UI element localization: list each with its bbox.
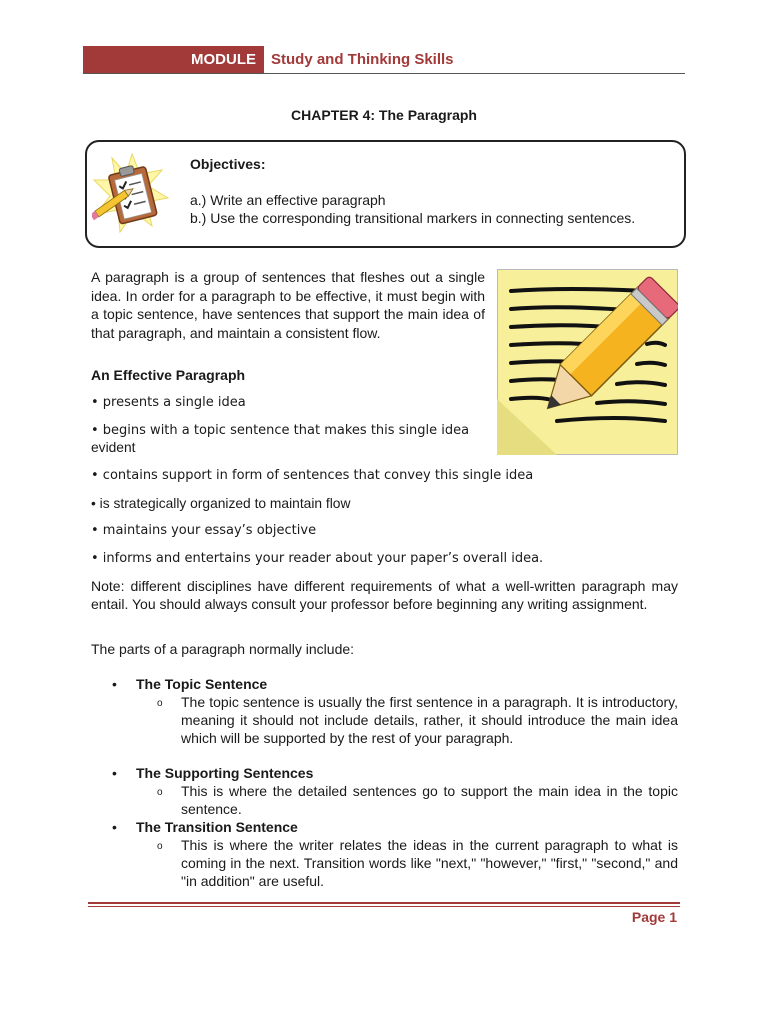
part-title: The Topic Sentence: [136, 676, 268, 692]
intro-paragraph: A paragraph is a group of sentences that fleshes out a single idea. In order for a paragraph to be effective, it must begin with a topic sentence, have sentences that support the main idea of that paragraph, and maintain a consistent flow.: [91, 269, 485, 342]
part-title: The Supporting Sentences: [136, 765, 314, 781]
objective-item: a.) Write an effective paragraph: [190, 192, 386, 208]
section-heading: An Effective Paragraph: [91, 367, 246, 383]
list-bullet: •: [112, 765, 117, 781]
chapter-title: CHAPTER 4: The Paragraph: [291, 107, 477, 123]
clipboard-checklist-icon: [92, 152, 172, 238]
bullet-item: • begins with a topic sentence that makes this single idea: [91, 423, 470, 438]
header-course-title: Study and Thinking Skills: [271, 51, 454, 68]
part-title: The Transition Sentence: [136, 819, 298, 835]
bullet-item: • presents a single idea: [91, 395, 246, 410]
bullet-item: • contains support in form of sentences that convey this single idea: [91, 468, 534, 483]
footer-divider-thin: [88, 906, 680, 907]
bullet-item-continued: evident: [91, 440, 136, 455]
bullet-item: • informs and entertains your reader about your paper’s overall idea.: [91, 551, 544, 566]
list-bullet: •: [112, 819, 117, 835]
sublist-bullet: o: [157, 787, 163, 798]
footer-divider: [88, 902, 680, 904]
sublist-bullet: o: [157, 698, 163, 709]
header-module-label: MODULE: [191, 51, 256, 68]
pencil-notepad-icon: [497, 269, 678, 455]
part-description: This is where the detailed sentences go to support the main idea in the topic sentence.: [181, 783, 678, 817]
parts-intro: The parts of a paragraph normally include:: [91, 641, 355, 657]
part-description: This is where the writer relates the ideas in the current paragraph to what is coming in the next. Transition words like "next," "however," "first," "second," and "in addition" are useful.: [181, 837, 678, 889]
header-divider: [83, 73, 685, 74]
objectives-heading: Objectives:: [190, 156, 266, 172]
list-bullet: •: [112, 676, 117, 692]
bullet-item: • maintains your essay’s objective: [91, 523, 317, 538]
objective-item: b.) Use the corresponding transitional markers in connecting sentences.: [190, 210, 636, 226]
bullet-item: • is strategically organized to maintain flow: [91, 496, 351, 511]
sublist-bullet: o: [157, 841, 163, 852]
page-number: Page 1: [631, 909, 677, 925]
note-paragraph: Note: different disciplines have different requirements of what a well-written paragraph may entail. You should always consult your professor before beginning any writing assignment.: [91, 578, 678, 613]
part-description: The topic sentence is usually the first sentence in a paragraph. It is introductory, meaning it should not include details, rather, it should introduce the main idea which will be supported by the rest of your paragraph.: [181, 694, 678, 746]
